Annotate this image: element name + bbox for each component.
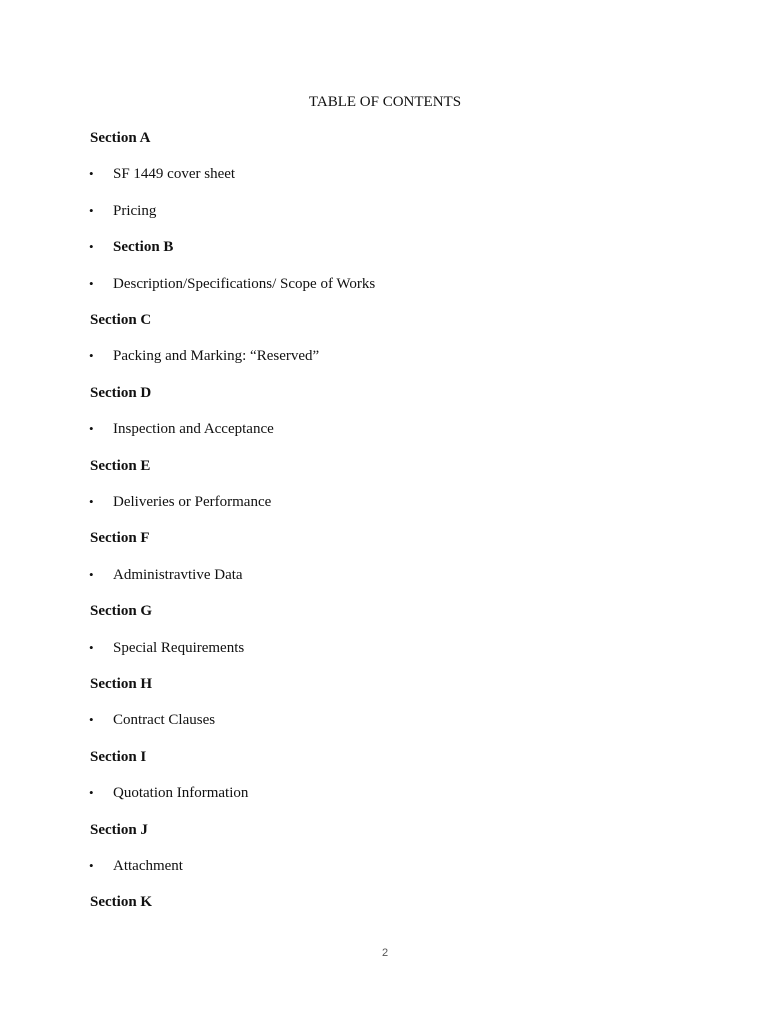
list-item-label: Packing and Marking: “Reserved” bbox=[113, 348, 320, 364]
list-item-label: Special Requirements bbox=[113, 640, 245, 656]
list-item-label: Description/Specifications/ Scope of Works bbox=[113, 276, 376, 292]
bullet-icon: • bbox=[89, 494, 94, 509]
bullet-icon: • bbox=[89, 640, 94, 655]
page-number: 2 bbox=[381, 947, 389, 959]
bullet-icon: • bbox=[89, 166, 94, 181]
section-heading-section-a: Section A bbox=[90, 130, 151, 146]
list-item-label: Attachment bbox=[113, 858, 183, 874]
page-title: TABLE OF CONTENTS bbox=[308, 94, 462, 110]
list-item-label: Section B bbox=[113, 239, 174, 255]
bullet-icon: • bbox=[89, 276, 94, 291]
list-item-label: SF 1449 cover sheet bbox=[113, 166, 236, 182]
section-heading-section-g: Section G bbox=[90, 603, 153, 619]
section-heading-section-e: Section E bbox=[90, 458, 151, 474]
list-item-label: Pricing bbox=[113, 203, 157, 219]
bullet-icon: • bbox=[89, 712, 94, 727]
bullet-icon: • bbox=[89, 858, 94, 873]
list-item-label: Inspection and Acceptance bbox=[113, 421, 274, 437]
list-item-label: Deliveries or Performance bbox=[113, 494, 272, 510]
section-heading-section-j: Section J bbox=[90, 822, 148, 838]
bullet-icon: • bbox=[89, 348, 94, 363]
bullet-icon: • bbox=[89, 239, 94, 254]
bullet-icon: • bbox=[89, 567, 94, 582]
list-item-label: Contract Clauses bbox=[113, 712, 216, 728]
section-heading-section-h: Section H bbox=[90, 676, 153, 692]
bullet-icon: • bbox=[89, 203, 94, 218]
section-heading-section-k: Section K bbox=[90, 894, 153, 910]
bullet-icon: • bbox=[89, 421, 94, 436]
section-heading-section-i: Section I bbox=[90, 749, 147, 765]
section-heading-section-f: Section F bbox=[90, 530, 150, 546]
section-heading-section-c: Section C bbox=[90, 312, 152, 328]
bullet-icon: • bbox=[89, 785, 94, 800]
list-item-label: Administravtive Data bbox=[113, 567, 243, 583]
section-heading-section-d: Section D bbox=[90, 385, 152, 401]
list-item-label: Quotation Information bbox=[113, 785, 249, 801]
